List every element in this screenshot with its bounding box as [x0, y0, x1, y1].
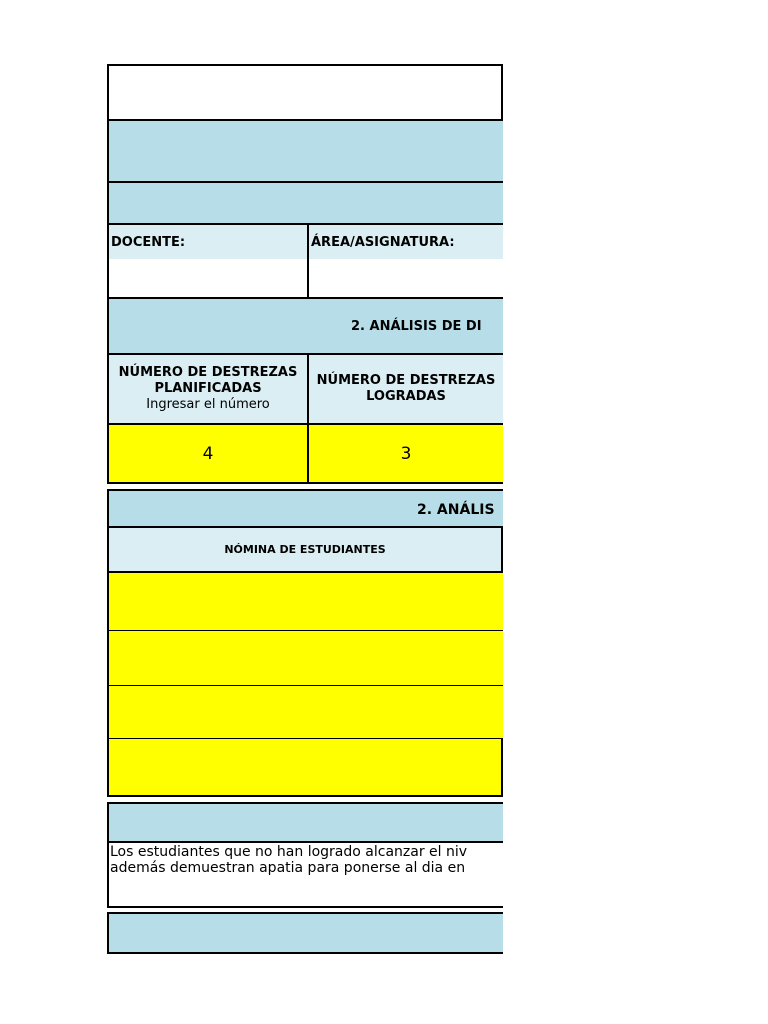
area-label: ÁREA/ASIGNATURA: [311, 235, 455, 250]
docente-label: DOCENTE: [111, 235, 186, 250]
logradas-header-cell [307, 355, 503, 425]
planificadas-value: 4 [202, 443, 214, 464]
observacion-text-cell[interactable] [107, 843, 503, 908]
student-row[interactable] [107, 573, 503, 631]
student-row[interactable] [107, 686, 503, 739]
header-band-1 [107, 121, 503, 183]
planificadas-header-cell [107, 355, 307, 425]
nomina-header-cell [107, 528, 503, 573]
title-cell[interactable] [107, 64, 503, 121]
planificadas-header-title: NÚMERO DE DESTREZAS PLANIFICADAS [118, 365, 298, 396]
observacion-line-2: además demuestran apatia para ponerse al dia en [110, 860, 466, 876]
planificadas-value-cell[interactable] [107, 425, 307, 484]
logradas-header-title: NÚMERO DE DESTREZAS LOGRADAS [316, 373, 496, 404]
docente-label-cell [107, 225, 307, 259]
student-row[interactable] [107, 631, 503, 686]
section-dificultades-title-cell [107, 299, 503, 355]
docente-input-cell[interactable] [107, 259, 307, 299]
logradas-value-cell[interactable] [307, 425, 503, 484]
student-row[interactable] [107, 739, 503, 797]
area-label-cell [307, 225, 503, 259]
nomina-header: NÓMINA DE ESTUDIANTES [224, 543, 386, 556]
section-dificultades-title: 2. ANÁLISIS DE DI [351, 319, 482, 334]
header-band-2 [107, 183, 503, 225]
planificadas-header-hint: Ingresar el número [146, 397, 270, 412]
logradas-value: 3 [400, 443, 412, 464]
footer-band [107, 912, 503, 954]
section-estudiantes-title: 2. ANÁLIS [417, 502, 495, 518]
section-estudiantes-title-cell [107, 489, 503, 528]
area-input-cell[interactable] [307, 259, 503, 299]
observacion-line-1: Los estudiantes que no han logrado alcanzar el niv [110, 844, 468, 860]
observacion-header-cell [107, 802, 503, 843]
